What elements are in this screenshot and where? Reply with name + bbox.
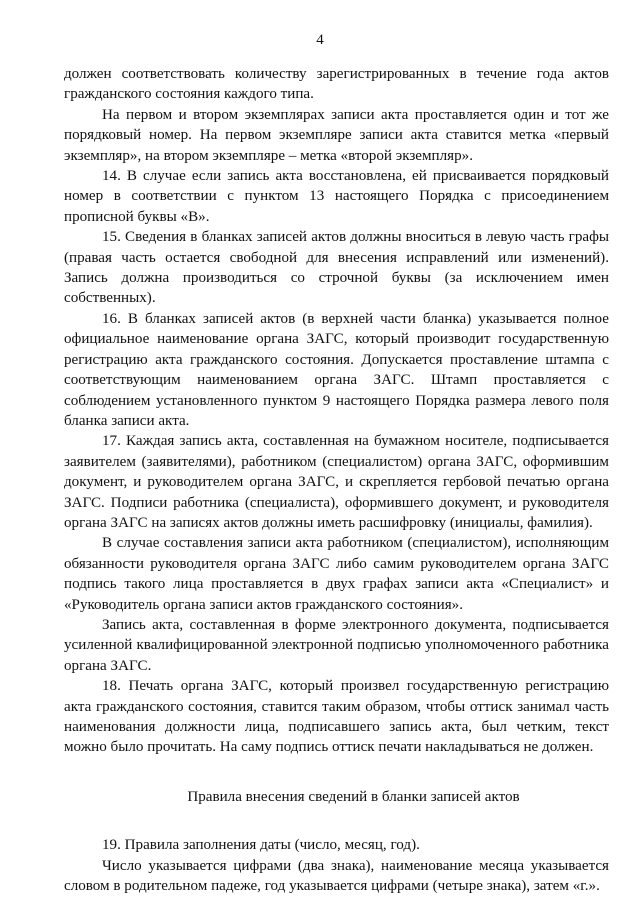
page-number: 4 [316, 32, 324, 48]
document-body [64, 64, 609, 896]
paragraph-16: 16. В бланках записей актов (в верхней части бланка) указывается полное официальное наименование органа ЗАГС, который производит государственную регистрацию акта гражданского состояния. Допускается проставление штампа с соответствующим наименованием органа ЗАГС. Штамп проставляется с соблюдением установленного пунктом 9 настоящего Порядка размера левого поля бланка записи акта. [64, 310, 609, 429]
section-heading: Правила внесения сведений в бланки записей актов [187, 788, 520, 805]
paragraph-19: 19. Правила заполнения даты (число, месяц, год). [102, 837, 420, 854]
paragraph-19-date-rules: Число указывается цифрами (два знака), наименование месяца указывается словом в родительном падеже, год указывается цифрами (четыре знака), затем «г.». [64, 857, 609, 895]
paragraph-18: 18. Печать органа ЗАГС, который произвел государственную регистрацию акта гражданского состояния, ставится таким образом, чтобы оттиск занимал часть наименования должности лица, подписавшего запись акта, был четким, текст можно было прочитать. На саму подпись оттиск печати накладываться не должен. [64, 678, 609, 756]
paragraph-continuation: должен соответствовать количеству зарегистрированных в течение года актов гражданского состояния каждого типа. [64, 66, 609, 103]
paragraph-14: 14. В случае если запись акта восстановлена, ей присваивается порядковый номер в соответствии с пунктом 13 настоящего Порядка с присоединением прописной буквы «В». [64, 168, 609, 225]
paragraph-17: 17. Каждая запись акта, составленная на бумажном носителе, подписывается заявителем (заявителями), работником (специалистом) органа ЗАГС, оформившим документ, и руководителем органа ЗАГС, и скрепляется гербовой печатью органа ЗАГС. Подписи работника (специалиста), оформившего документ, и руководителя органа ЗАГС на записях актов должны иметь расшифровку (инициалы, фамилия). [64, 433, 609, 531]
paragraph-15: 15. Сведения в бланках записей актов должны вноситься в левую часть графы (правая часть остается свободной для внесения исправлений или изменений). Запись должна производиться со строчной буквы (за исключением имен собственных). [64, 229, 609, 307]
paragraph-17-acting-head: В случае составления записи акта работником (специалистом), исполняющим обязанности руководителя органа ЗАГС либо самим руководителем органа ЗАГС подпись такого лица проставляется в двух графах записи акта «Специалист» и «Руководитель органа записи актов гражданского состояния». [64, 535, 609, 613]
paragraph-17-electronic: Запись акта, составленная в форме электронного документа, подписывается усиленной квалифицированной электронной подписью уполномоченного работника органа ЗАГС. [64, 616, 609, 674]
paragraph-copy-numbering: На первом и втором экземплярах записи акта проставляется один и тот же порядковый номер. На первом экземпляре записи акта ставится метка «первый экземпляр», на втором экземпляре – метка «второй экземпляр». [64, 106, 609, 164]
